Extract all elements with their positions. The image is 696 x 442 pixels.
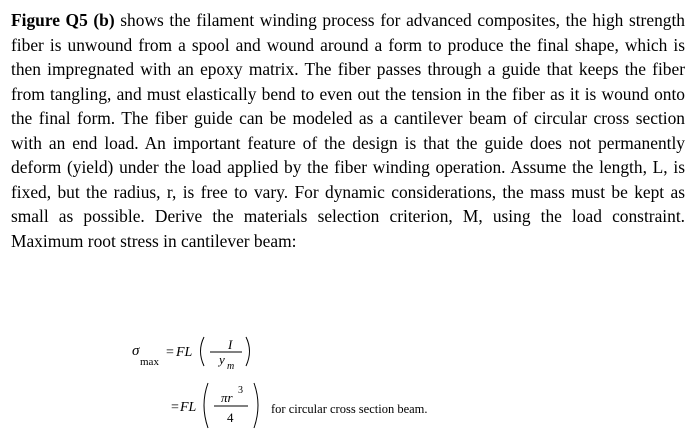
- cross-section-note: for circular cross section beam.: [271, 402, 428, 416]
- left-paren-1: [201, 337, 205, 366]
- inertia-symbol: I: [228, 337, 233, 352]
- m-subscript: m: [227, 361, 235, 372]
- cube-exponent: 3: [238, 385, 243, 396]
- problem-body: shows the filament winding process for advanced composites, the high strength fiber is unwound from a spool and wound around a form to produce the final shape, which is then impregnated with an epoxy matrix. The fiber passes through a guide that keeps the fiber from tangling, and must elastically bend to even out the tension in the fiber as it is wound onto the final form. The fiber guide can be modeled as a cantilever beam of circular cross section with an end load. An important feature of the design is that the guide does not permanently deform (yield) under the load applied by the fiber winding operation. Assume the length, L, is fixed, but the radius, r, is free to vary. For dynamic considerations, the mass must be kept as small as possible. Derive the materials selection criterion, M, using the load constraint. Maximum root stress in cantilever beam:: [11, 10, 685, 251]
- sigma-subscript: max: [140, 356, 159, 368]
- left-paren-2: [204, 383, 208, 428]
- equals-sign-1: =: [166, 345, 174, 360]
- fl-factor-2: FL: [180, 400, 197, 415]
- sigma-symbol: σ: [132, 343, 140, 359]
- right-paren-1: [246, 337, 250, 366]
- denominator-four: 4: [227, 410, 234, 425]
- figure-reference: Figure Q5 (b): [11, 10, 115, 30]
- y-symbol: y: [219, 352, 225, 367]
- pi-r-symbol: πr: [221, 390, 233, 405]
- equals-sign-2: =: [171, 400, 179, 415]
- fl-factor-1: FL: [176, 345, 193, 360]
- right-paren-2: [254, 383, 258, 428]
